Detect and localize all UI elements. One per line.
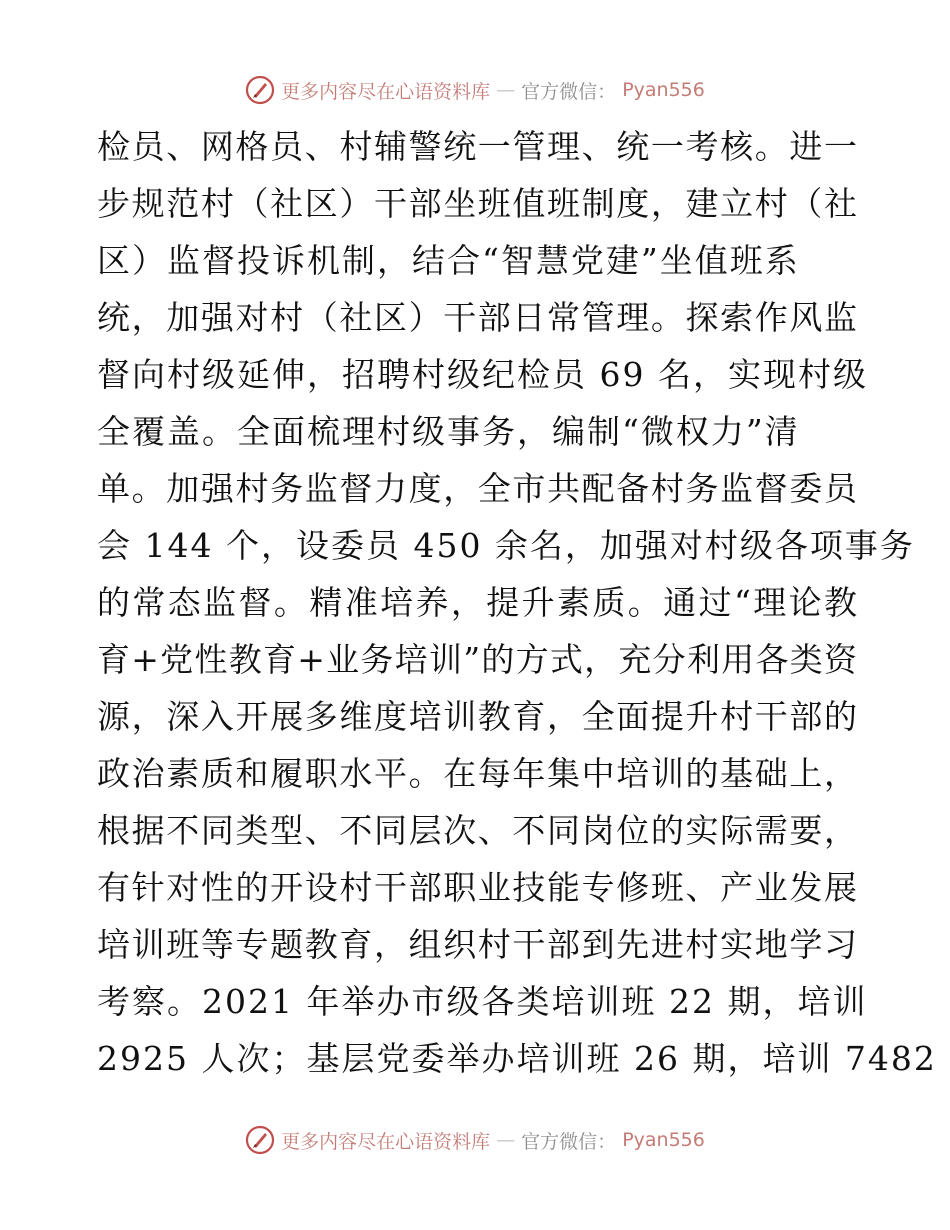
text-line: 政治素质和履职水平。在每年集中培训的基础上，	[97, 754, 857, 793]
watermark-official-text: 官方微信：	[521, 1130, 617, 1153]
text-line: 考察。2021 年举办市级各类培训班 22 期，培训	[97, 982, 868, 1021]
watermark-site-text: 更多内容尽在心语资料库	[281, 80, 491, 103]
watermark-handle: Pyan556	[622, 1129, 705, 1151]
text-line: 督向村级延伸，招聘村级纪检员 69 名，实现村级	[97, 355, 868, 394]
text-line: 源，深入开展多维度培训教育，全面提升村干部的	[97, 697, 857, 736]
text-line: 全覆盖。全面梳理村级事务，编制“微权力”清	[97, 412, 800, 451]
quill-pen-logo-icon	[245, 1125, 275, 1155]
text-line: 区）监督投诉机制，结合“智慧党建”坐值班系	[97, 241, 800, 280]
watermark-handle: Pyan556	[622, 79, 705, 101]
text-line: 单。加强村务监督力度，全市共配备村务监督委员	[97, 469, 857, 508]
text-line: 根据不同类型、不同层次、不同岗位的实际需要，	[97, 811, 857, 850]
text-line: 统，加强对村（社区）干部日常管理。探索作风监	[97, 298, 857, 337]
footer-watermark	[0, 1120, 950, 1160]
text-line: 步规范村（社区）干部坐班值班制度，建立村（社	[97, 184, 857, 223]
watermark-separator: —	[496, 79, 516, 101]
quill-pen-logo-icon	[245, 75, 275, 105]
header-watermark	[0, 70, 950, 110]
text-line: 检员、网格员、村辅警统一管理、统一考核。进一	[97, 127, 857, 166]
watermark-separator: —	[496, 1129, 516, 1151]
text-line: 育+党性教育+业务培训”的方式，充分利用各类资	[97, 640, 857, 679]
text-line: 2925 人次；基层党委举办培训班 26 期，培训 7482	[97, 1039, 937, 1078]
text-line: 会 144 个，设委员 450 余名，加强对村级各项事务	[97, 526, 915, 565]
watermark-official-text: 官方微信：	[521, 80, 617, 103]
watermark-site-text: 更多内容尽在心语资料库	[281, 1130, 491, 1153]
text-line: 的常态监督。精准培养，提升素质。通过“理论教	[97, 583, 857, 622]
text-line: 培训班等专题教育，组织村干部到先进村实地学习	[97, 925, 857, 964]
text-line: 有针对性的开设村干部职业技能专修班、产业发展	[97, 868, 857, 907]
